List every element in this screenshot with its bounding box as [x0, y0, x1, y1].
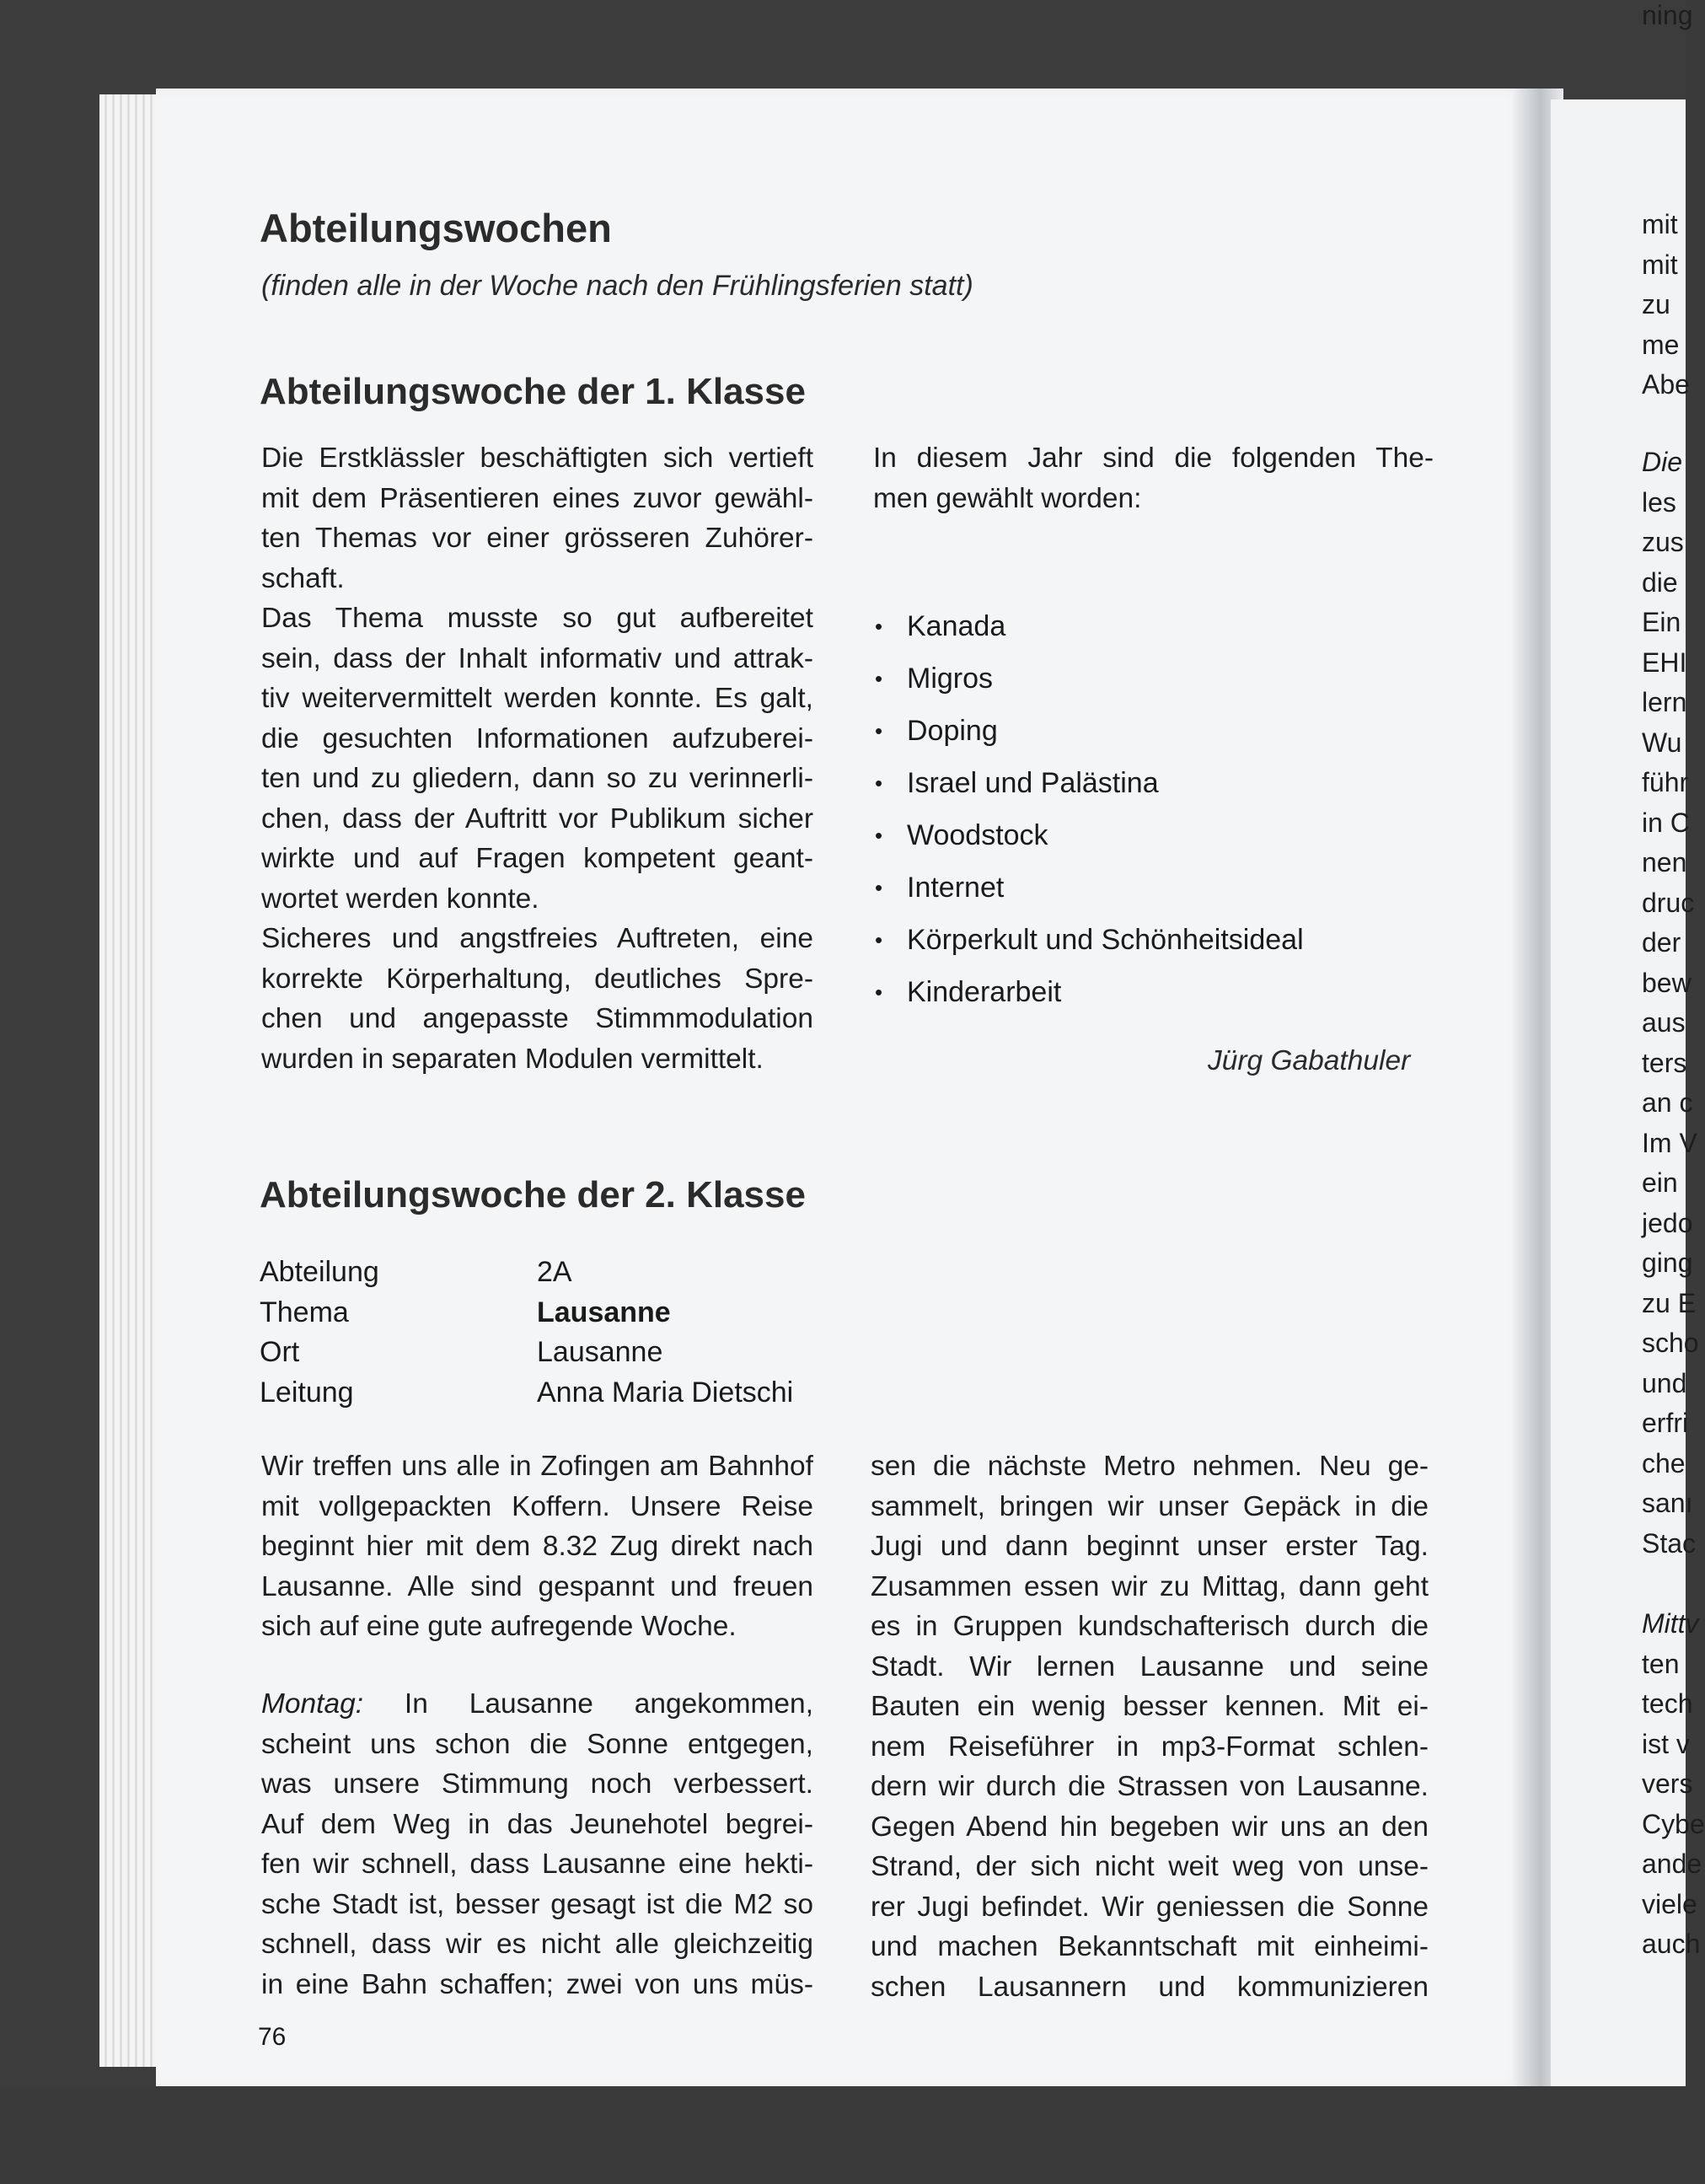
text-line: Das Thema musste so gut aufbereitet	[261, 603, 813, 634]
right-page-fragment: les	[1642, 486, 1676, 518]
text-line: wortet werden konnte.	[261, 883, 539, 915]
text-line: Strand, der sich nicht weit weg von unse-	[871, 1851, 1429, 1882]
author-signature: Jürg Gabathuler	[1208, 1045, 1411, 1076]
text-line: mit dem Präsentieren eines zuvor gewähl-	[261, 482, 813, 514]
text-line: wirkte und auf Fragen kompetent geant-	[261, 843, 813, 874]
topic-label: Migros	[907, 663, 994, 695]
right-page-fragment: Die	[1642, 447, 1683, 477]
list-item	[875, 705, 1304, 757]
right-page-fragment: bew	[1642, 967, 1692, 998]
right-page-fragment: mit	[1642, 249, 1678, 280]
right-page-fragment: Im V	[1642, 1127, 1697, 1158]
right-page-fragment: der	[1642, 927, 1681, 958]
page-subtitle: (finden alle in der Woche nach den Frühlingsferien statt)	[261, 270, 973, 302]
right-page-fragment: in C	[1642, 807, 1690, 838]
page-title: Abteilungswochen	[260, 206, 612, 250]
right-page-fragment: lern	[1642, 687, 1687, 717]
right-page-fragment: zu E	[1642, 1287, 1697, 1318]
text-line: ten Themas vor einer grösseren Zuhörer-	[261, 523, 813, 554]
right-page-fragment: ging	[1642, 1248, 1693, 1278]
topic-label: Internet	[907, 872, 1005, 904]
right-page-fragment: druc	[1642, 887, 1695, 918]
text-line: was unsere Stimmung noch verbessert.	[261, 1768, 813, 1800]
klasse2-right-column	[871, 1446, 1429, 2007]
scan-bottom-strip	[0, 2086, 1686, 2184]
right-page-fragment: Ein	[1642, 607, 1681, 637]
text-line: Stadt. Wir lernen Lausanne und seine	[871, 1650, 1429, 1682]
topic-label: Kinderarbeit	[907, 976, 1062, 1008]
right-page-fragment: me	[1642, 329, 1680, 360]
right-page-fragment: ist v	[1642, 1728, 1690, 1759]
bullet-icon: •	[875, 666, 883, 691]
info-label: Abteilung	[260, 1256, 379, 1288]
bullet-icon: •	[875, 614, 883, 639]
info-value: Lausanne	[537, 1336, 663, 1368]
right-page-fragment: ein	[1642, 1167, 1678, 1198]
text-line: sche Stadt ist, besser gesagt ist die M2 so	[261, 1888, 813, 1920]
text-line: wurden in separaten Modulen vermittelt.	[261, 1043, 764, 1075]
section-heading-klasse2: Abteilungswoche der 2. Klasse	[260, 1174, 806, 1215]
text-line: nem Reiseführer in mp3-Format schlen-	[871, 1731, 1429, 1763]
right-page-fragment: ande	[1642, 1849, 1702, 1879]
text-line: Bauten ein wenig besser kennen. Mit ei-	[871, 1691, 1429, 1722]
text-line: und machen Bekanntschaft mit einheimi-	[871, 1931, 1429, 1962]
text-line: sich auf eine gute aufregende Woche.	[261, 1611, 737, 1642]
text-line: schnell, dass wir es nicht alle gleichzeitig	[261, 1929, 813, 1960]
right-page-fragment: zu	[1642, 289, 1670, 319]
text-line: chen und angepasste Stimmmodulation	[261, 1003, 813, 1034]
right-page-fragment: aus	[1642, 1007, 1686, 1038]
text-line: dern wir durch die Strassen von Lausanne.	[871, 1771, 1429, 1802]
right-page-fragment: vers	[1642, 1768, 1693, 1799]
text-line: scheint uns schon die Sonne entgegen,	[261, 1728, 813, 1760]
montag-label: Montag:	[261, 1688, 364, 1720]
text-line: die gesuchten Informationen aufzuberei-	[261, 722, 813, 754]
text-line: fen wir schnell, dass Lausanne eine hekti-	[261, 1849, 813, 1880]
info-label: Thema	[260, 1296, 349, 1328]
topic-list	[875, 600, 1304, 1018]
klasse2-montag-paragraph	[261, 1684, 813, 2004]
info-value: Lausanne	[537, 1296, 671, 1328]
info-label: Leitung	[260, 1376, 354, 1409]
right-page-fragment: ters	[1642, 1047, 1687, 1078]
text-line: Gegen Abend hin begeben wir uns an den	[871, 1811, 1429, 1843]
right-page-fragment: Mittv	[1642, 1608, 1699, 1639]
right-page-fragment: EHI	[1642, 647, 1687, 678]
right-page-fragment: sanı	[1642, 1488, 1693, 1518]
right-page-fragment: die	[1642, 566, 1678, 598]
topic-label: Woodstock	[907, 819, 1048, 851]
list-item	[875, 757, 1304, 809]
topic-label: Doping	[907, 715, 998, 747]
text-line: Sicheres und angstfreies Auftreten, eine	[261, 923, 813, 954]
book-page-edges	[99, 94, 160, 2067]
text-line: Zusammen essen wir zu Mittag, dann geht	[871, 1570, 1429, 1602]
info-value: Anna Maria Dietschi	[537, 1376, 794, 1409]
list-item	[875, 861, 1304, 914]
text-line: in eine Bahn schaffen; zwei von uns müs-	[261, 1968, 813, 2000]
text-line: korrekte Körperhaltung, deutliches Spre-	[261, 963, 813, 995]
info-label: Ort	[260, 1336, 300, 1368]
right-page-fragment: viele	[1642, 1888, 1697, 1919]
text-line: Jugi und dann beginnt unser erster Tag.	[871, 1531, 1429, 1562]
right-page-fragment: Wu	[1642, 727, 1682, 758]
klasse1-paragraph	[261, 438, 813, 1079]
text-line	[261, 1684, 813, 1725]
text-line: mit vollgepackten Koffern. Unsere Reise	[261, 1490, 813, 1522]
text-line: ten und zu gliedern, dann so zu verinnerli-	[261, 763, 813, 794]
list-item	[875, 914, 1304, 966]
text-line: Die Erstklässler beschäftigten sich vertieft	[261, 443, 813, 474]
right-page-fragment: Abe	[1642, 369, 1690, 400]
text-line: Lausanne. Alle sind gespannt und freuen	[261, 1570, 813, 1602]
right-page-fragment: an c	[1642, 1087, 1693, 1118]
bullet-icon: •	[875, 927, 883, 952]
right-page-fragment: scho	[1642, 1328, 1699, 1358]
page-number: 76	[258, 2023, 287, 2051]
topic-label: Körperkult und Schönheitsideal	[907, 924, 1304, 956]
right-page-fragment: erfri	[1642, 1408, 1689, 1438]
klasse2-intro	[261, 1446, 813, 1647]
text-line: In diesem Jahr sind die folgenden The-	[873, 443, 1434, 474]
text-line: chen, dass der Auftritt vor Publikum sicher	[261, 802, 813, 834]
bullet-icon: •	[875, 823, 883, 848]
right-page-fragment: führ	[1642, 767, 1689, 797]
text-line: schen Lausannern und kommunizieren	[871, 1971, 1429, 2003]
text-line: Wir treffen uns alle in Zofingen am Bahnhof	[261, 1451, 813, 1482]
right-page-fragment: und	[1642, 1367, 1687, 1398]
text-line: sen die nächste Metro nehmen. Neu ge-	[871, 1451, 1429, 1482]
text-line: tiv weitervermittelt werden konnte. Es galt,	[261, 683, 813, 714]
right-page-fragment: Stac	[1642, 1527, 1697, 1559]
bullet-icon: •	[875, 979, 883, 1005]
right-page-fragment: zus	[1642, 527, 1684, 557]
right-page-fragment: nen	[1642, 847, 1687, 877]
text-line: schaft.	[261, 562, 345, 594]
right-page-fragment: ten	[1642, 1648, 1680, 1679]
text-line: sammelt, bringen wir unser Gepäck in die	[871, 1490, 1429, 1522]
info-value: 2A	[537, 1256, 572, 1288]
text-line: Auf dem Weg in das Jeunehotel begrei-	[261, 1808, 813, 1840]
klasse1-intro	[873, 438, 1434, 518]
text-line: rer Jugi befindet. Wir geniessen die Sonne	[871, 1891, 1429, 1923]
topic-label: Israel und Palästina	[907, 767, 1159, 799]
topic-label: Kanada	[907, 610, 1006, 642]
text-line: beginnt hier mit dem 8.32 Zug direkt nach	[261, 1531, 813, 1562]
text-line: es in Gruppen kundschafterisch durch die	[871, 1611, 1429, 1642]
right-page-fragment: jedo	[1642, 1207, 1693, 1238]
list-item	[875, 966, 1304, 1018]
right-page-fragment: ning	[1642, 0, 1693, 30]
montag-first-line: In Lausanne angekommen,	[404, 1688, 813, 1720]
right-page-fragment: mit	[1642, 209, 1678, 239]
right-page-fragment: Cybe	[1642, 1808, 1705, 1839]
right-page-fragment: auch	[1642, 1929, 1701, 1959]
right-page-fragment: che	[1642, 1447, 1686, 1478]
bullet-icon: •	[875, 770, 883, 796]
list-item	[875, 652, 1304, 705]
list-item	[875, 809, 1304, 861]
right-page-fragment: tech	[1642, 1688, 1693, 1719]
text-line: sein, dass der Inhalt informativ und attrak-	[261, 642, 813, 674]
list-item	[875, 600, 1304, 652]
bullet-icon: •	[875, 718, 883, 743]
section-heading-klasse1: Abteilungswoche der 1. Klasse	[260, 371, 806, 412]
text-line: men gewählt worden:	[873, 482, 1142, 514]
bullet-icon: •	[875, 875, 883, 900]
